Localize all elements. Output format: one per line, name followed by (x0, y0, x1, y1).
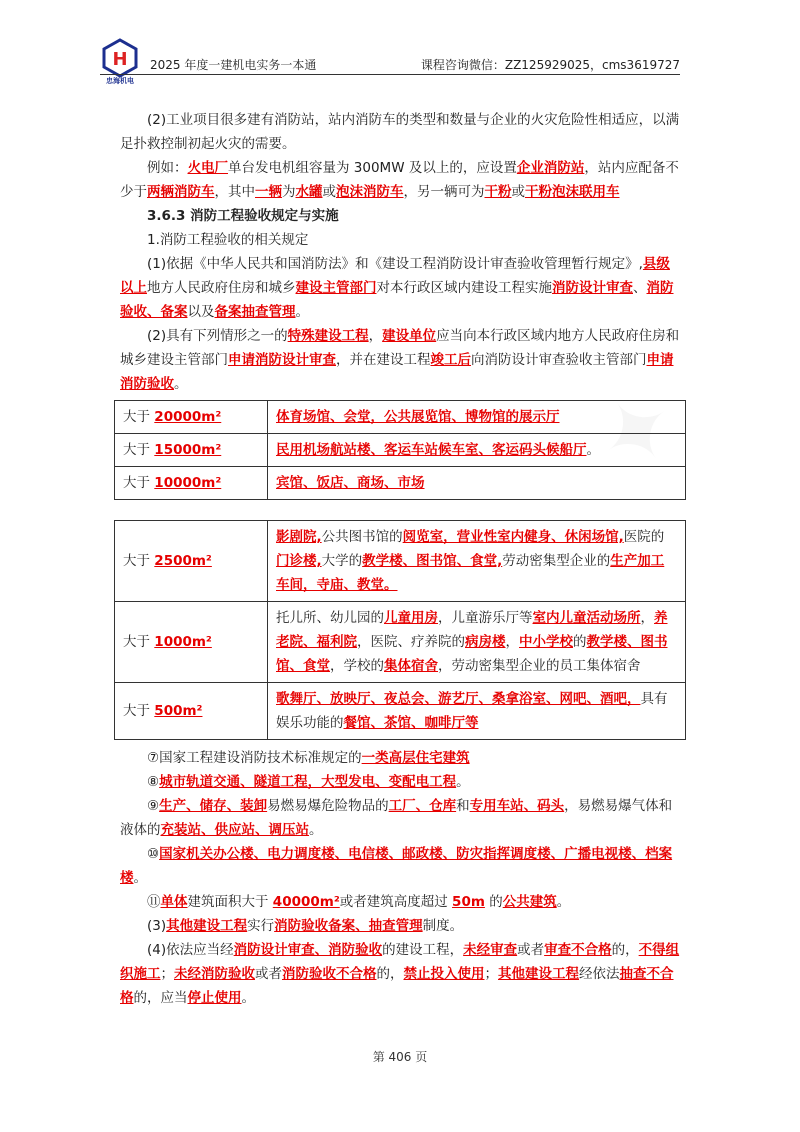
list-item: ⑩国家机关办公楼、电力调度楼、电信楼、邮政楼、防灾指挥调度楼、广播电视楼、档案楼。 (120, 846, 673, 886)
paragraph: (3)其他建设工程实行消防验收备案、抽查管理制度。 (147, 918, 464, 934)
table-cell: 大于 1000m² (115, 602, 268, 683)
table-cell: 民用机场航站楼、客运车站候车室、客运码头候船厅。 (268, 434, 686, 467)
contact-info: 课程咨询微信：ZZ125929025，cms3619727 (420, 58, 680, 72)
area-table-2 (114, 520, 686, 740)
list-item: ⑦国家工程建设消防技术标准规定的一类高层住宅建筑 (147, 750, 470, 766)
table-cell: 大于 10000m² (115, 467, 268, 500)
subheading: 1.消防工程验收的相关规定 (147, 232, 309, 248)
area-table-1 (114, 400, 686, 500)
company-logo-icon (100, 38, 140, 78)
list-item: ⑧城市轨道交通、隧道工程，大型发电、变配电工程。 (147, 774, 470, 790)
paragraph: (1)依据《中华人民共和国消防法》和《建设工程消防设计审查验收管理暂行规定》,县级以上地方人民政府住房和城乡建设主管部门对本行政区域内建设工程实施消防设计审查、消防验收、备案以及备案抽查管理。 (120, 256, 674, 320)
header-divider (100, 74, 680, 75)
table-cell: 体育场馆、会堂，公共展览馆、博物馆的展示厅 (268, 401, 686, 434)
table-cell: 大于 500m² (115, 683, 268, 740)
table-cell: 歌舞厅、放映厅、夜总会、游艺厅、桑拿浴室、网吧、酒吧，具有娱乐功能的餐馆、茶馆、咖啡厅等 (268, 683, 686, 740)
paragraph: (2)具有下列情形之一的特殊建设工程，建设单位应当向本行政区域内地方人民政府住房和城乡建设主管部门申请消防设计审查，并在建设工程竣工后向消防设计审查验收主管部门申请消防验收。 (120, 328, 680, 392)
table-row (115, 434, 686, 467)
table-row (115, 683, 686, 740)
paragraph: (4)依法应当经消防设计审查、消防验收的建设工程，未经审查或者审查不合格的，不得组织施工；未经消防验收或者消防验收不合格的，禁止投入使用；其他建设工程经依法抽查不合格的，应当停止使用。 (120, 942, 680, 1006)
table-row (115, 467, 686, 500)
table-cell: 宾馆、饭店、商场、市场 (268, 467, 686, 500)
paragraph: 例如：火电厂单台发电机组容量为 300MW 及以上的，应设置企业消防站，站内应配备不少于两辆消防车，其中一辆为水罐或泡沫消防车，另一辆可为干粉或干粉泡沫联用车 (120, 160, 679, 200)
list-item: ⑨生产、储存、装卸易燃易爆危险物品的工厂、仓库和专用车站、码头，易燃易爆气体和液体的充装站、供应站、调压站。 (120, 798, 673, 838)
page-number: 第 406 页 (372, 1050, 428, 1064)
table-row (115, 521, 686, 602)
book-title: 2025 年度一建机电实务一本通 (150, 58, 317, 72)
table-cell: 大于 2500m² (115, 521, 268, 602)
svg-text:H: H (112, 49, 128, 70)
table-cell: 大于 15000m² (115, 434, 268, 467)
table-row (115, 602, 686, 683)
section-heading: 3.6.3 消防工程验收规定与实施 (147, 208, 339, 224)
table-cell: 大于 20000m² (115, 401, 268, 434)
page-header (100, 38, 680, 85)
table-row (115, 401, 686, 434)
table-cell: 影剧院,公共图书馆的阅览室，营业性室内健身、休闲场馆,医院的门诊楼,大学的教学楼、图书馆、食堂,劳动密集型企业的生产加工车间，寺庙、教堂。 (268, 521, 686, 602)
paragraph: (2)工业项目很多建有消防站，站内消防车的类型和数量与企业的火灾危险性相适应，以满足扑救控制初起火灾的需要。 (120, 112, 680, 152)
table-cell: 托儿所、幼儿园的儿童用房，儿童游乐厅等室内儿童活动场所，养老院、福利院，医院、疗养院的病房楼，中小学校的教学楼、图书馆、食堂，学校的集体宿舍，劳动密集型企业的员工集体宿舍 (268, 602, 686, 683)
list-item: ⑪单体建筑面积大于 40000m²或者建筑高度超过 50m 的公共建筑。 (147, 894, 571, 910)
logo-text: 忠海机电 (106, 77, 134, 85)
page-content (120, 108, 680, 1010)
